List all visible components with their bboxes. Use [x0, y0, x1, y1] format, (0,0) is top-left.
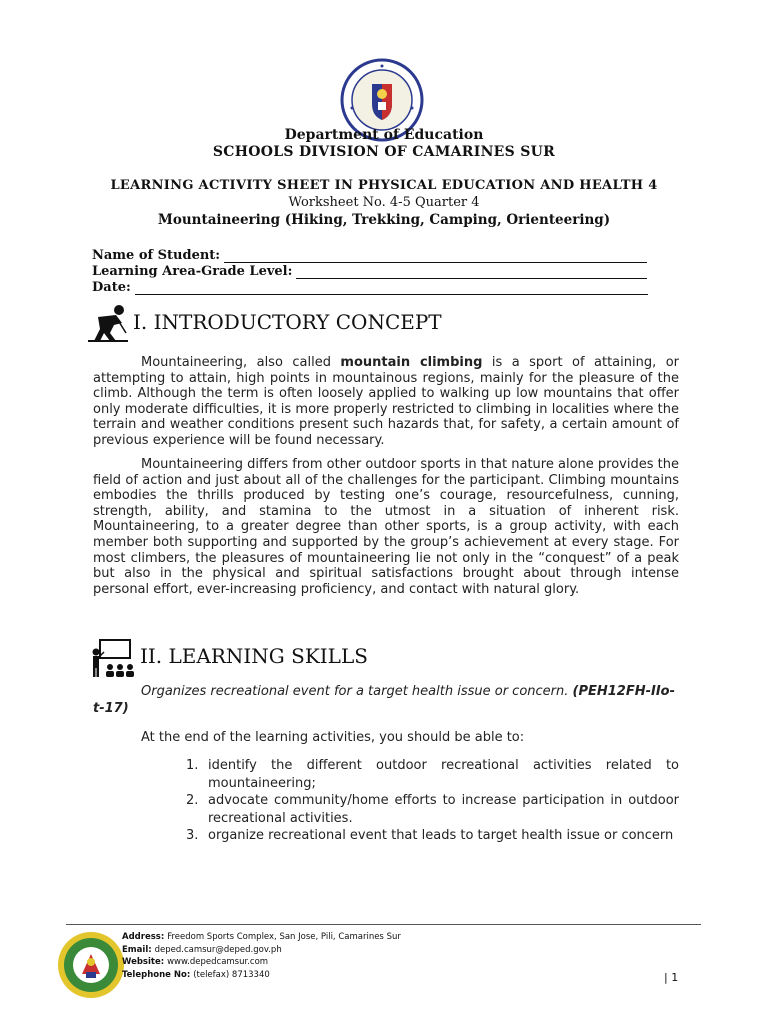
date-line[interactable] [135, 282, 648, 295]
list-item: 3. organize recreational event that leads to target health issue or concern [186, 828, 674, 843]
footer-address: Address: Freedom Sports Complex, San Jose, Pili, Camarines Sur [122, 932, 401, 942]
teacher-class-icon [90, 638, 138, 678]
grade-level-field[interactable] [92, 264, 647, 279]
intro-paragraph-2: Mountaineering differs from other outdoor sports in that nature alone provides the field of action and just about all of the challenges for the participant. Climbing mountains embodies the thrills produced by testing one’s courage, resourcefulness, cunning, strength, ability, and stamina to the utmost in a situation of inherent risk. Mountaineering, to a greater degree than other sports, is a group activity, with each member both supporting and supported by the group’s achievement at every stage. For most climbers, the pleasures of mountaineering lie not only in the “conquest” of a peak but also in the physical and spiritual satisfactions brought about through intense personal effort, ever-increasing proficiency, and contact with natural glory. [93, 457, 679, 597]
intro-paragraph-1: Mountaineering, also called mountain climbing is a sport of attaining, or attempting to attain, high points in mountainous regions, mainly for the pleasure of the climb. Although the term is often loosely applied to walking up low mountains that offer only moderate difficulties, it is more properly restricted to climbing in localities where the terrain and weather conditions present such hazards that, for safety, a certain amount of previous experience will be found necessary. [93, 355, 679, 448]
footer-contact [122, 931, 401, 981]
student-name-field[interactable] [92, 248, 647, 263]
topic-title: Mountaineering (Hiking, Trekking, Camping, Orienteering) [157, 212, 611, 228]
footer-email: Email: deped.camsur@deped.gov.ph [122, 944, 282, 955]
section-1-title: I. INTRODUCTORY CONCEPT [133, 310, 442, 334]
date-field[interactable] [92, 280, 648, 295]
section-2-title: II. LEARNING SKILLS [140, 644, 368, 668]
division-title: SCHOOLS DIVISION OF CAMARINES SUR [212, 144, 556, 160]
footer-divider [66, 924, 701, 925]
objectives-intro: At the end of the learning activities, you should be able to: [141, 730, 525, 745]
division-seal-logo [56, 930, 126, 1000]
student-name-label: Name of Student: [92, 248, 221, 263]
page-number: | 1 [664, 971, 679, 984]
competency-code: (PEH12FH-IIo-t-17) [93, 684, 675, 716]
date-label: Date: [92, 280, 131, 295]
sheet-title: LEARNING ACTIVITY SHEET IN PHYSICAL EDUCATION AND HEALTH 4 [110, 178, 658, 193]
footer-phone: Telephone No: (telefax) 8713340 [122, 969, 270, 980]
worksheet-number: Worksheet No. 4-5 Quarter 4 [288, 195, 480, 210]
mountain-climbing-term: mountain climbing [340, 355, 483, 370]
climber-icon [86, 303, 130, 343]
footer-website: Website: www.depedcamsur.com [122, 957, 269, 967]
list-item: 1. identify the different outdoor recreational activities related to mountaineering; [186, 758, 679, 791]
list-item: 2. advocate community/home efforts to increase participation in outdoor recreational activities. [186, 793, 679, 826]
student-name-line[interactable] [224, 250, 647, 263]
department-title: Department of Education [284, 127, 484, 143]
competency-statement: Organizes recreational event for a target health issue or concern. (PEH12FH-IIo-t-17) [93, 684, 675, 716]
grade-level-line[interactable] [296, 266, 647, 279]
objectives-list [186, 757, 679, 845]
grade-level-label: Learning Area-Grade Level: [92, 264, 293, 279]
